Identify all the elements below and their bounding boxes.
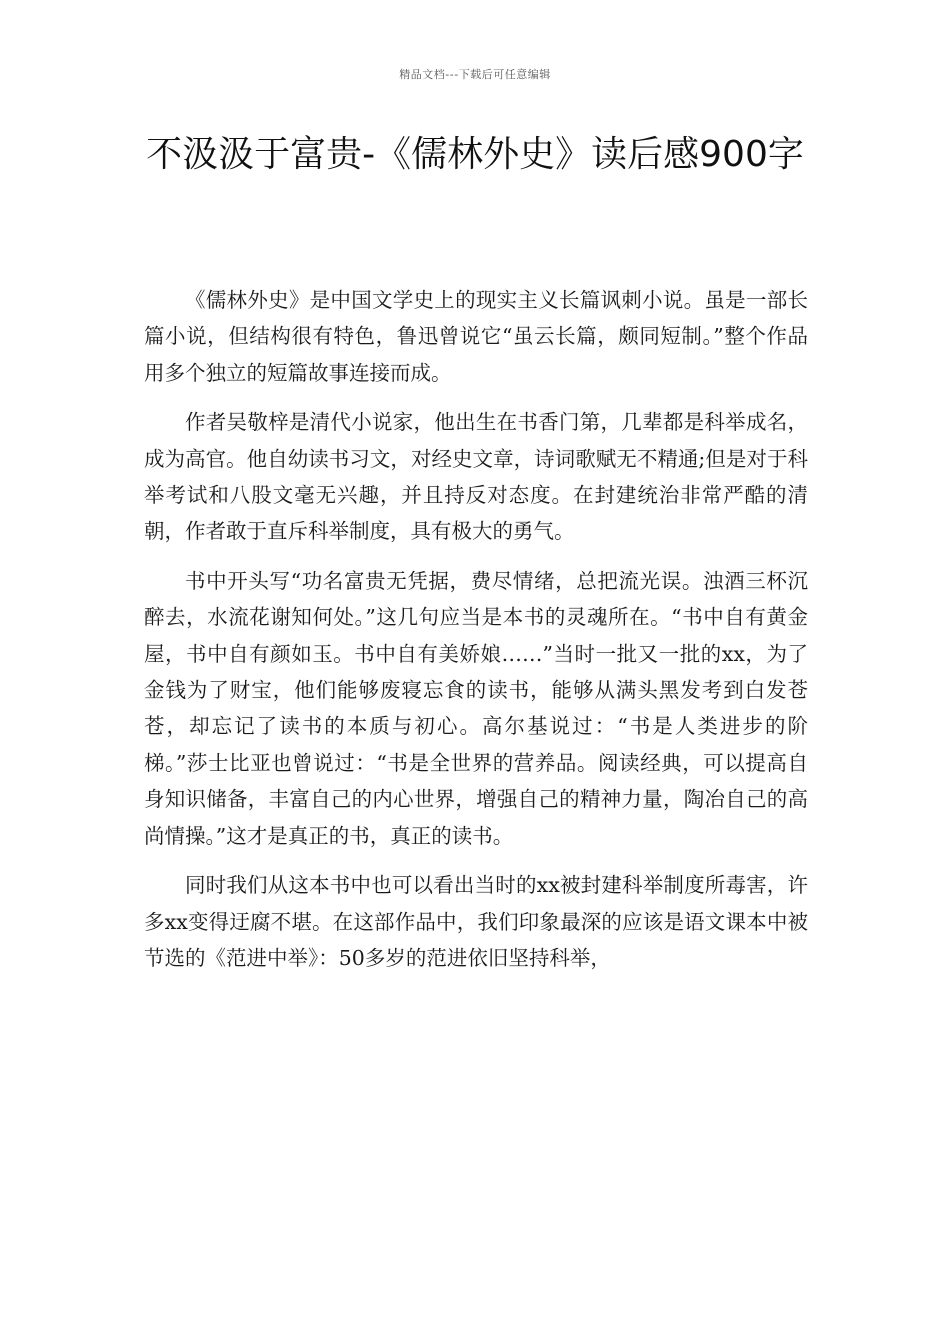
paragraph-1: 《儒林外史》是中国文学史上的现实主义长篇讽刺小说。虽是一部长篇小说，但结构很有特色，鲁迅曾说它“虽云长篇，颇同短制。”整个作品用多个独立的短篇故事连接而成。 <box>144 288 808 385</box>
document-title: 不汲汲于富贵-《儒林外史》读后感900字 <box>146 134 804 175</box>
page-header: 精品文档---下载后可任意编辑 <box>399 68 551 81</box>
paragraph-4: 同时我们从这本书中也可以看出当时的xx被封建科举制度所毒害，许多xx变得迂腐不堪。在这部作品中，我们印象最深的应该是语文课本中被节选的《范进中举》：50多岁的范进依旧坚持科举， <box>144 873 808 970</box>
paragraph-3: 书中开头写“功名富贵无凭据，费尽情绪，总把流光误。浊酒三杯沉醉去，水流花谢知何处。”这几句应当是本书的灵魂所在。“书中自有黄金屋，书中自有颜如玉。书中自有美娇娘……”当时一批又一批的xx，为了金钱为了财宝，他们能够废寝忘食的读书，能够从满头黑发考到白发苍苍，却忘记了读书的本质与初心。高尔基说过：“书是人类进步的阶梯。”莎士比亚也曾说过：“书是全世界的营养品。阅读经典，可以提高自身知识储备，丰富自己的内心世界，增强自己的精神力量，陶冶自己的高尚情操。”这才是真正的书，真正的读书。 <box>144 568 808 848</box>
paragraph-2: 作者吴敬梓是清代小说家，他出生在书香门第，几辈都是科举成名，成为高官。他自幼读书习文，对经史文章，诗词歌赋无不精通;但是对于科举考试和八股文毫无兴趣，并且持反对态度。在封建统治非常严酷的清朝，作者敢于直斥科举制度，具有极大的勇气。 <box>144 410 808 544</box>
document-body <box>144 282 808 989</box>
